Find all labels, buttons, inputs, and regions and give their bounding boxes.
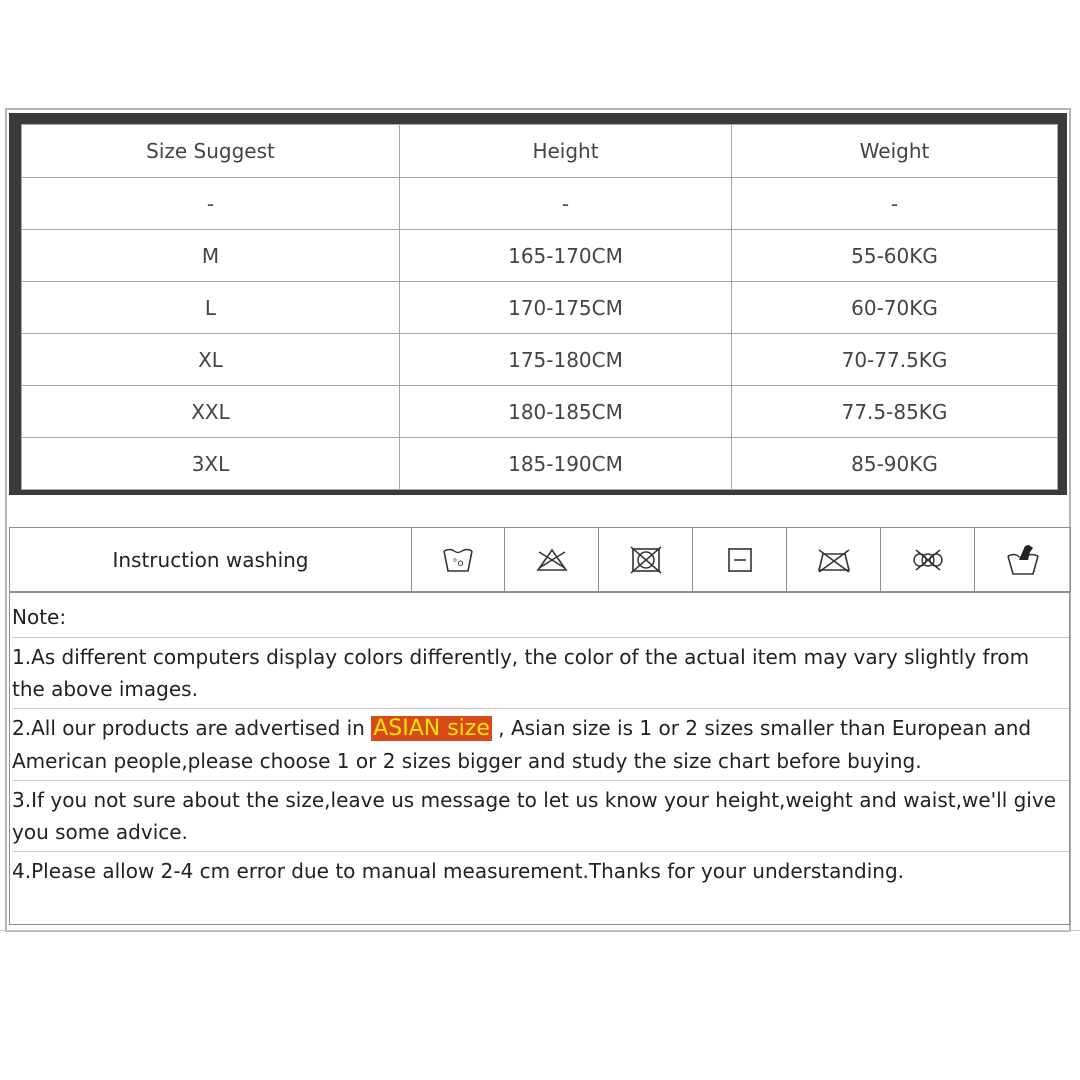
weight-cell: 77.5-85KG	[732, 386, 1058, 438]
size-cell: XXL	[22, 386, 400, 438]
height-cell: 175-180CM	[400, 334, 732, 386]
weight-cell: 70-77.5KG	[732, 334, 1058, 386]
table-row	[22, 230, 1058, 282]
weight-cell: 55-60KG	[732, 230, 1058, 282]
note-item-2-text-after: , Asian size is 1 or 2 sizes smaller than European and	[491, 716, 1032, 740]
size-chart-table	[21, 124, 1058, 490]
notes-section	[9, 592, 1070, 925]
no-dry-clean-icon	[881, 528, 975, 592]
table-row	[22, 334, 1058, 386]
washing-label: Instruction washing	[10, 528, 412, 592]
note-item-3: 3.If you not sure about the size,leave us message to let us know your height,weight and waist,we'll give you some advice.	[12, 780, 1069, 848]
washing-row	[10, 528, 1071, 592]
height-cell: 185-190CM	[400, 438, 732, 490]
header-size-suggest: Size Suggest	[22, 125, 400, 178]
height-cell: -	[400, 178, 732, 230]
table-row	[22, 178, 1058, 230]
weight-cell: 60-70KG	[732, 282, 1058, 334]
hand-wash-icon	[975, 528, 1071, 592]
notes-title: Note:	[12, 605, 67, 629]
no-tumble-dry-icon	[599, 528, 693, 592]
svg-text:°o: °o	[452, 557, 464, 569]
divider	[0, 930, 1080, 931]
note-item-2-text: 2.All our products are advertised in	[12, 716, 372, 740]
table-row	[22, 386, 1058, 438]
table-header-row	[22, 125, 1058, 178]
size-cell: L	[22, 282, 400, 334]
no-iron-icon	[787, 528, 881, 592]
note-item-4: 4.Please allow 2-4 cm error due to manual measurement.Thanks for your understanding.	[12, 851, 1069, 887]
height-cell: 170-175CM	[400, 282, 732, 334]
note-item-1: 1.As different computers display colors differently, the color of the actual item may vary slightly from the above images.	[12, 637, 1069, 705]
asian-size-highlight: ASIAN size	[373, 716, 490, 741]
note-item-2	[12, 708, 1069, 777]
size-cell: M	[22, 230, 400, 282]
wash-30-icon	[412, 528, 505, 592]
weight-cell: 85-90KG	[732, 438, 1058, 490]
table-row	[22, 438, 1058, 490]
washing-instructions	[9, 527, 1071, 592]
table-row	[22, 282, 1058, 334]
header-weight: Weight	[732, 125, 1058, 178]
note-item-2-line2: American people,please choose 1 or 2 sizes bigger and study the size chart before buying.	[12, 749, 922, 773]
weight-cell: -	[732, 178, 1058, 230]
size-cell: XL	[22, 334, 400, 386]
line-dry-icon	[693, 528, 787, 592]
no-bleach-icon	[505, 528, 599, 592]
header-height: Height	[400, 125, 732, 178]
size-cell: -	[22, 178, 400, 230]
height-cell: 165-170CM	[400, 230, 732, 282]
size-cell: 3XL	[22, 438, 400, 490]
height-cell: 180-185CM	[400, 386, 732, 438]
